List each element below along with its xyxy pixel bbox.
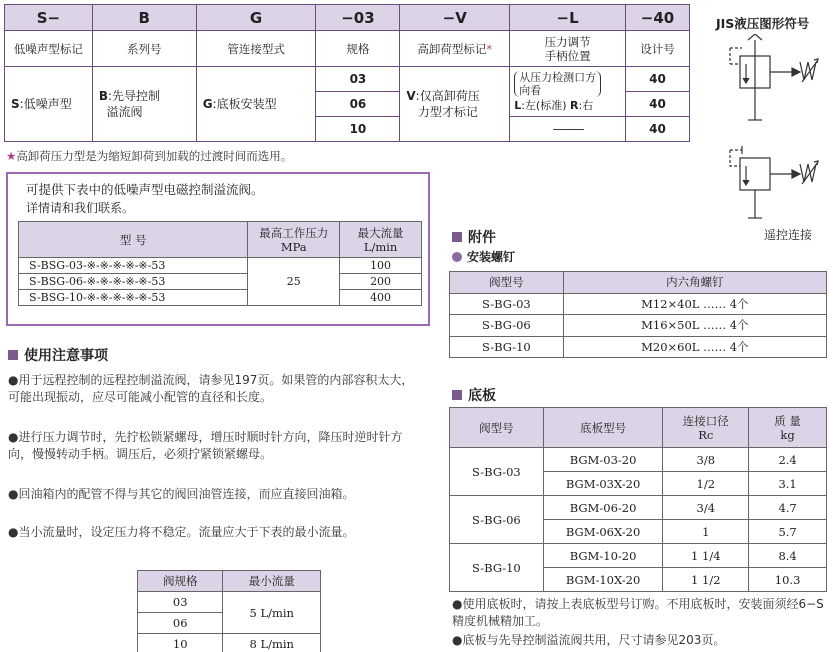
code-handle: −L: [510, 5, 626, 31]
table-row: 10: [138, 634, 223, 652]
section-square-icon: [452, 232, 462, 242]
footnote: ★高卸荷压力型是为缩短卸荷到加载的过渡时间而选用。: [6, 149, 293, 163]
table-row: [450, 293, 827, 315]
header-plate-model: 底板型号: [543, 408, 663, 448]
bolt-spec: M12×40L …… 4个: [563, 293, 826, 315]
header-valve-size: 阀规格: [138, 571, 223, 592]
note-item: ●用于远程控制的远程控制溢流阀，请参见197页。如果管的内部容积太大，可能出现振动，应尽可能减小配管的直径和长度。: [8, 373, 414, 404]
table-row: [450, 315, 827, 337]
size-03: 03: [316, 67, 400, 92]
valve-model: S-BG-10: [450, 336, 564, 358]
design-no-06: 40: [626, 92, 690, 117]
bullet-dot-icon: [452, 252, 462, 262]
valve-model: S-BG-03: [450, 293, 564, 315]
header-min-flow: 最小流量: [223, 571, 321, 592]
valve-model: S-BG-10: [450, 544, 544, 592]
table-row: [450, 448, 827, 472]
valve-model: S-BG-03: [450, 448, 544, 496]
header-valve-model: 阀型号: [450, 272, 564, 294]
code-size: −03: [316, 5, 400, 31]
low-noise-contact: 详情请和我们联系。: [26, 201, 135, 215]
table-row: S-BSG-10-※-※-※-※-※-53: [19, 290, 248, 306]
model-code-table: [4, 4, 690, 142]
code-unload: −V: [400, 5, 510, 31]
desc-unload: V:仅高卸荷压 力型才标记: [400, 67, 510, 142]
design-no-03: 40: [626, 67, 690, 92]
max-pressure-value: 25: [248, 258, 340, 306]
header-series: 系列号: [92, 31, 196, 67]
size-10: 10: [316, 117, 400, 142]
mass: 2.4: [749, 448, 827, 472]
mass: 4.7: [749, 496, 827, 520]
port-size: 3/8: [663, 448, 749, 472]
bolt-table: [449, 271, 827, 358]
size-06: 06: [316, 92, 400, 117]
port-size: 1 1/4: [663, 544, 749, 568]
code-connection: G: [196, 5, 316, 31]
plate-model: BGM-06X-20: [543, 520, 663, 544]
header-low-noise: 低噪声型标记: [5, 31, 93, 67]
table-row: [450, 496, 827, 520]
header-connection: 管连接型式: [196, 31, 316, 67]
table-row: 06: [138, 613, 223, 634]
desc-low-noise: S:低噪声型: [5, 67, 93, 142]
port-size: 1 1/2: [663, 568, 749, 592]
design-no-10: 40: [626, 117, 690, 142]
note-item: ●当小流量时，设定压力将不稳定。流量应大于下表的最小流量。: [8, 525, 355, 539]
header-size: 规格: [316, 31, 400, 67]
plate-model: BGM-03-20: [543, 448, 663, 472]
note-item: ●进行压力调节时，先拧松锁紧螺母，增压时顺时针方向，降压时逆时针方向，慢慢转动手柄。调压后，必须拧紧锁紧螺母。: [8, 430, 403, 461]
header-valve-model: 阀型号: [450, 408, 544, 448]
table-row: 03: [138, 592, 223, 613]
base-plate-note: ●底板与先导控制溢流阀共用，尺寸请参见203页。: [452, 633, 726, 647]
header-max-pressure: 最高工作压力 MPa: [248, 222, 340, 258]
min-flow-table: [137, 570, 321, 652]
jis-symbol-remote: [718, 136, 834, 228]
low-noise-table: [18, 221, 422, 306]
flow-value: 100: [340, 258, 422, 274]
handle-dash: ———: [510, 117, 626, 142]
header-design: 设计号: [626, 31, 690, 67]
header-handle: 压力调节 手柄位置: [510, 31, 626, 67]
mass: 8.4: [749, 544, 827, 568]
port-size: 1/2: [663, 472, 749, 496]
valve-model: S-BG-06: [450, 496, 544, 544]
plate-model: BGM-03X-20: [543, 472, 663, 496]
note-item: ●回油箱内的配管不得与其它的阀回油管连接，而应直接回油箱。: [8, 487, 355, 501]
min-flow-value: 5 L/min: [223, 592, 321, 634]
plate-model: BGM-10X-20: [543, 568, 663, 592]
desc-handle: 从压力检测口方 向看 L:左(标准) R:右: [510, 67, 626, 117]
header-mass: 质 量 kg: [749, 408, 827, 448]
mass: 3.1: [749, 472, 827, 496]
header-unload: 高卸荷型标记*: [400, 31, 510, 67]
plate-model: BGM-06-20: [543, 496, 663, 520]
desc-connection: G:底板安装型: [196, 67, 316, 142]
header-max-flow: 最大流量 L/min: [340, 222, 422, 258]
table-row: S-BSG-06-※-※-※-※-※-53: [19, 274, 248, 290]
port-size: 3/4: [663, 496, 749, 520]
header-model: 型 号: [19, 222, 248, 258]
jis-title: JIS液压图形符号: [716, 16, 810, 31]
header-bolt: 内六角螺钉: [563, 272, 826, 294]
accessories-subheading: 安装螺钉: [452, 248, 515, 265]
bolt-spec: M16×50L …… 4个: [563, 315, 826, 337]
header-port-size: 连接口径 Rc: [663, 408, 749, 448]
jis-remote-caption: 遥控连接: [764, 228, 813, 242]
low-noise-title: 可提供下表中的低噪声型电磁控制溢流阀。: [26, 182, 264, 197]
handle-view-note: 从压力检测口方 向看: [514, 71, 601, 97]
port-size: 1: [663, 520, 749, 544]
section-square-icon: [452, 390, 462, 400]
desc-series: B:先导控制 溢流阀: [92, 67, 196, 142]
valve-model: S-BG-06: [450, 315, 564, 337]
table-row: [450, 544, 827, 568]
mass: 10.3: [749, 568, 827, 592]
plate-model: BGM-10-20: [543, 544, 663, 568]
flow-value: 400: [340, 290, 422, 306]
table-row: S-BSG-03-※-※-※-※-※-53: [19, 258, 248, 274]
jis-symbol-standard: [718, 34, 834, 126]
code-design: −40: [626, 5, 690, 31]
flow-value: 200: [340, 274, 422, 290]
mass: 5.7: [749, 520, 827, 544]
code-low-noise: S−: [5, 5, 93, 31]
bolt-spec: M20×60L …… 4个: [563, 336, 826, 358]
accessories-heading: 附件: [452, 227, 496, 247]
code-series: B: [92, 5, 196, 31]
min-flow-value: 8 L/min: [223, 634, 321, 652]
base-plate-heading: 底板: [452, 385, 496, 405]
section-square-icon: [8, 350, 18, 360]
table-row: [450, 336, 827, 358]
base-plate-note: ●使用底板时，请按上表底板型号订购。不用底板时，安装面须经6−S精度机械精加工。: [452, 597, 824, 628]
notes-heading: 使用注意事项: [8, 345, 108, 365]
base-plate-table: [449, 407, 827, 592]
